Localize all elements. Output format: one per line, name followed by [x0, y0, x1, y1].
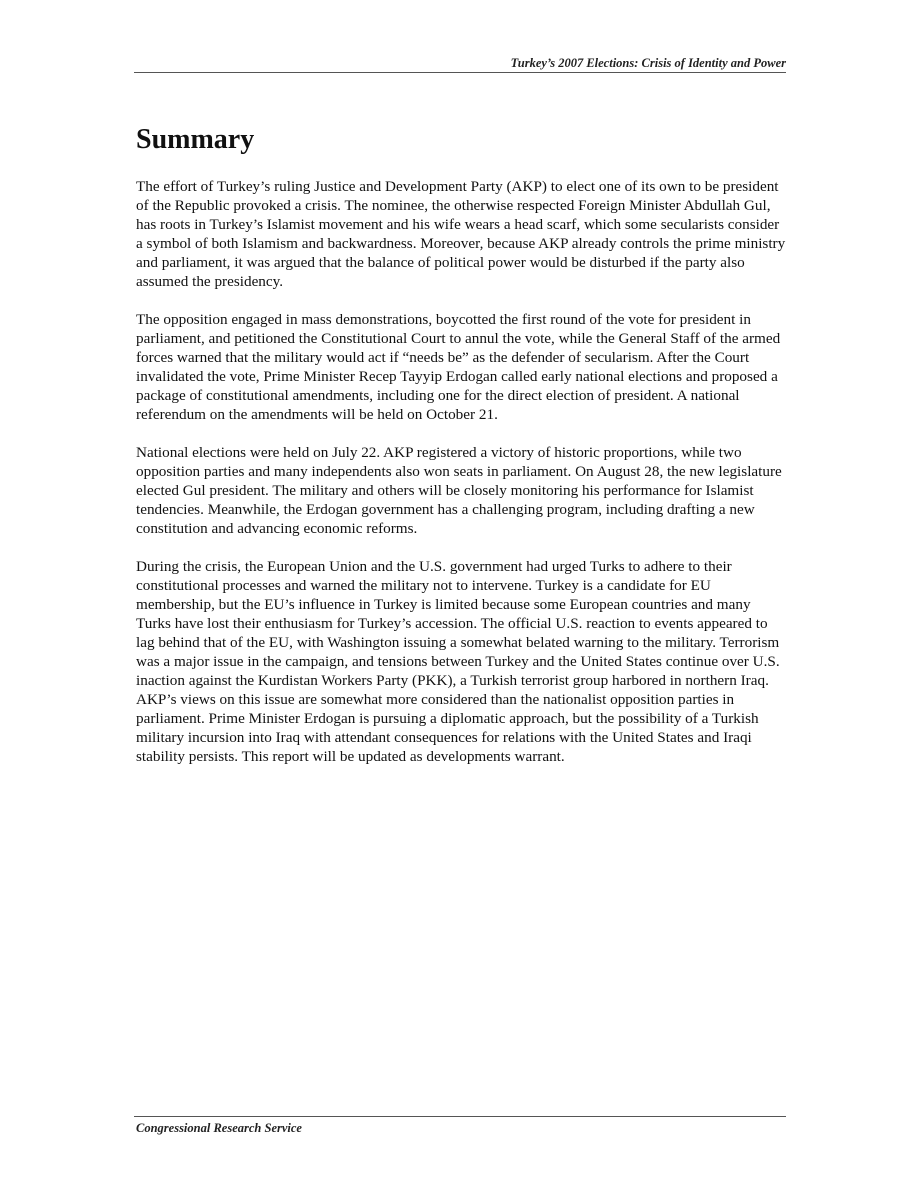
header-divider: [134, 72, 786, 73]
summary-paragraph: National elections were held on July 22. AKP registered a victory of historic proportions, while two opposition parties and many independents also won seats in parliament. On August 28, the new legislature elected Gul president. The military and others will be closely monitoring his performance for Islamist tendencies. Meanwhile, the Erdogan government has a challenging program, including drafting a new constitution and advancing economic reforms.: [136, 444, 782, 537]
summary-paragraph: The effort of Turkey’s ruling Justice and Development Party (AKP) to elect one of its own to be president of the Republic provoked a crisis. The nominee, the otherwise respected Foreign Minister Abdullah Gul, has roots in Turkey’s Islamist movement and his wife wears a head scarf, which some secularists consider a symbol of both Islamism and backwardness. Moreover, because AKP already controls the prime ministry and parliament, it was argued that the balance of political power would be disturbed if the party also assumed the presidency.: [136, 178, 786, 290]
running-footer-organization: Congressional Research Service: [136, 1121, 302, 1135]
page-title: Summary: [136, 124, 255, 155]
summary-paragraph: The opposition engaged in mass demonstrations, boycotted the first round of the vote for president in parliament, and petitioned the Constitutional Court to annul the vote, while the General Staff of the armed forces warned that the military would act if “needs be” as the defender of secularism. After the Court invalidated the vote, Prime Minister Recep Tayyip Erdogan called early national elections and proposed a package of constitutional amendments, including one for the direct election of president. A national referendum on the amendments will be held on October 21.: [136, 311, 781, 423]
summary-body: [136, 177, 788, 785]
footer-divider: [134, 1116, 786, 1117]
running-header-title: Turkey’s 2007 Elections: Crisis of Identity and Power: [510, 56, 786, 70]
summary-paragraph: During the crisis, the European Union and the U.S. government had urged Turks to adhere to their constitutional processes and warned the military not to intervene. Turkey is a candidate for EU membership, but the EU’s influence in Turkey is limited because some European countries and many Turks have lost their enthusiasm for Turkey’s accession. The official U.S. reaction to events appeared to lag behind that of the EU, with Washington issuing a somewhat belated warning to the military. Terrorism was a major issue in the campaign, and tensions between Turkey and the United States continue over U.S. inaction against the Kurdistan Workers Party (PKK), a Turkish terrorist group harbored in northern Iraq. AKP’s views on this issue are somewhat more considered than the nationalist opposition parties in parliament. Prime Minister Erdogan is pursuing a diplomatic approach, but the possibility of a Turkish military incursion into Iraq with attendant consequences for relations with the United States and Iraqi stability persists. This report will be updated as developments warrant.: [136, 558, 780, 765]
